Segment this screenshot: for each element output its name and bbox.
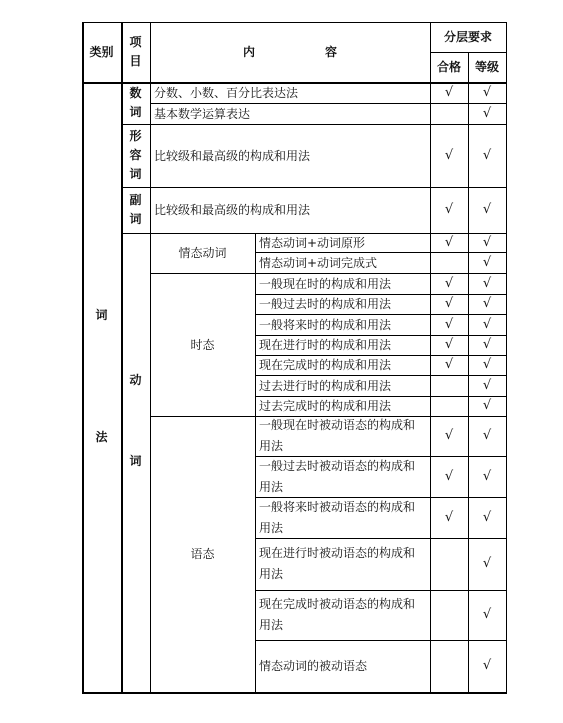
header-item-text: 项 <box>129 35 142 49</box>
content-cell-text: 一般将来时被动语态的构成和 <box>259 499 416 514</box>
grade-mark-text: √ <box>482 147 492 163</box>
grid-vline <box>468 52 469 693</box>
grade-mark <box>468 294 506 314</box>
item-label-text: 词 <box>129 167 142 181</box>
grade-mark <box>468 335 506 355</box>
grid-hline <box>150 273 507 274</box>
content-cell-text: 现在进行时的构成和用法 <box>259 338 392 352</box>
content-cell-text: 比较级和最高级的构成和用法 <box>154 203 311 217</box>
pass-mark-text: √ <box>444 84 454 100</box>
pass-mark-text: √ <box>444 337 454 352</box>
grade-mark <box>468 396 506 416</box>
grade-mark <box>468 103 506 124</box>
grid-hline <box>255 314 507 315</box>
content-cell <box>255 416 430 456</box>
header-content-text: 内 <box>242 45 255 59</box>
content-cell-text: 情态动词+动词原形 <box>259 235 366 250</box>
pass-mark-text: √ <box>444 234 454 250</box>
grade-mark <box>468 273 506 294</box>
grade-mark-text: √ <box>482 275 492 291</box>
header-content <box>150 22 430 82</box>
grid-vline <box>82 22 84 693</box>
pass-mark-text: √ <box>444 428 454 443</box>
pass-mark-text: √ <box>444 275 454 291</box>
content-cell-text: 过去进行时的构成和用法 <box>259 378 392 393</box>
grade-mark-text: √ <box>482 658 492 673</box>
grid-vline <box>430 22 431 693</box>
grade-mark <box>468 314 506 335</box>
category-char <box>82 300 121 330</box>
pass-mark-text: √ <box>444 357 454 372</box>
content-cell <box>255 233 430 252</box>
pass-mark-text: √ <box>444 468 454 484</box>
grid-hline <box>121 124 507 125</box>
content-cell <box>255 590 430 640</box>
content-cell-text: 现在进行时被动语态的构成和 <box>259 546 416 560</box>
header-grade <box>468 52 506 82</box>
content-cell-text: 基本数学运算表达 <box>154 106 251 121</box>
grade-mark-text: √ <box>482 377 492 393</box>
pass-mark <box>430 538 468 590</box>
grade-mark-text: √ <box>482 468 492 484</box>
pass-mark-text: √ <box>444 509 454 525</box>
group-label-text: 情态动词 <box>178 246 227 260</box>
grid-hline <box>255 294 507 295</box>
grid-hline <box>255 252 507 253</box>
grade-mark <box>468 375 506 396</box>
grade-mark <box>468 538 506 590</box>
item-label-text: 词 <box>129 454 142 468</box>
grade-mark <box>468 416 506 456</box>
item-label <box>121 446 150 476</box>
grade-mark-text: √ <box>482 337 492 352</box>
content-cell-text: 现在完成时被动语态的构成和 <box>259 597 416 611</box>
content-cell <box>255 314 430 335</box>
item-label-text: 副 <box>129 193 142 207</box>
grade-mark-text: √ <box>482 84 492 100</box>
grade-mark-text: √ <box>482 398 492 413</box>
header-item <box>121 22 150 82</box>
content-cell <box>255 273 430 294</box>
content-cell-text: 一般现在时被动语态的构成和 <box>259 418 416 432</box>
grid-hline <box>82 82 507 84</box>
grade-mark <box>468 640 506 692</box>
content-cell <box>150 124 430 187</box>
pass-mark <box>430 456 468 497</box>
item-label-text: 词 <box>129 105 142 119</box>
pass-mark <box>430 273 468 294</box>
content-cell <box>255 497 430 538</box>
grid-hline <box>255 456 507 457</box>
grid-hline <box>255 590 507 591</box>
grid-hline <box>121 233 507 234</box>
item-label-text: 动 <box>129 373 142 387</box>
content-cell <box>255 375 430 396</box>
pass-mark <box>430 124 468 187</box>
grid-vline <box>121 22 123 693</box>
grid-vline <box>150 22 151 693</box>
grade-mark <box>468 124 506 187</box>
grid-vline <box>506 22 507 693</box>
content-cell <box>255 335 430 355</box>
content-cell-text: 一般过去时的构成和用法 <box>259 297 392 311</box>
pass-mark <box>430 375 468 396</box>
item-label-text: 词 <box>129 212 142 226</box>
grid-hline <box>121 187 507 188</box>
content-cell-text: 用法 <box>259 479 284 494</box>
header-requirement-text: 分层要求 <box>443 30 492 44</box>
content-cell-text: 情态动词的被动语态 <box>259 659 368 673</box>
pass-mark <box>430 294 468 314</box>
pass-mark <box>430 640 468 692</box>
category-char-text: 法 <box>95 430 108 444</box>
content-cell <box>255 294 430 314</box>
content-cell <box>150 82 430 103</box>
content-cell-text: 用法 <box>259 439 284 453</box>
grid-hline <box>255 355 507 356</box>
item-label <box>121 82 150 124</box>
item-label <box>121 187 150 233</box>
grid-hline <box>255 538 507 539</box>
grid-hline <box>150 103 507 104</box>
category-char-text: 词 <box>95 308 108 322</box>
content-cell <box>150 187 430 233</box>
content-cell <box>255 252 430 273</box>
grade-mark <box>468 456 506 497</box>
item-label <box>121 124 150 187</box>
header-pass-text: 合格 <box>436 60 461 74</box>
grid-hline <box>255 375 507 376</box>
item-label-text: 数 <box>129 86 142 100</box>
content-cell <box>255 640 430 692</box>
pass-mark <box>430 590 468 640</box>
grade-mark-text: √ <box>482 607 492 622</box>
grid-hline <box>82 692 507 694</box>
pass-mark <box>430 252 468 273</box>
header-requirement <box>430 22 506 52</box>
grade-mark <box>468 497 506 538</box>
content-cell-text: 一般将来时的构成和用法 <box>259 317 392 332</box>
grade-mark-text: √ <box>482 509 492 525</box>
content-cell <box>255 355 430 375</box>
grid-hline <box>82 22 507 23</box>
grade-mark-text: √ <box>482 428 492 443</box>
group-label <box>150 416 255 692</box>
grade-mark-text: √ <box>482 202 492 217</box>
content-cell-text: 比较级和最高级的构成和用法 <box>154 148 311 163</box>
content-cell-text: 一般现在时的构成和用法 <box>259 276 392 291</box>
grade-mark-text: √ <box>482 556 492 571</box>
header-category <box>82 22 121 82</box>
grid-hline <box>255 497 507 498</box>
content-cell-text: 一般过去时被动语态的构成和 <box>259 458 416 473</box>
grade-mark-text: √ <box>482 316 492 332</box>
pass-mark <box>430 314 468 335</box>
pass-mark <box>430 82 468 103</box>
item-label-text: 形 <box>129 129 142 143</box>
group-label-text: 语态 <box>190 547 215 561</box>
content-cell-text: 情态动词+动词完成式 <box>259 255 378 270</box>
pass-mark-text: √ <box>444 147 454 163</box>
pass-mark <box>430 233 468 252</box>
pass-mark <box>430 416 468 456</box>
pass-mark <box>430 355 468 375</box>
pass-mark <box>430 335 468 355</box>
grid-vline <box>255 233 256 693</box>
grade-mark <box>468 252 506 273</box>
pass-mark <box>430 187 468 233</box>
content-cell <box>150 103 430 124</box>
content-cell-text: 现在完成时的构成和用法 <box>259 358 392 372</box>
content-cell-text: 过去完成时的构成和用法 <box>259 399 392 413</box>
header-category-text: 类别 <box>89 45 114 59</box>
group-label <box>150 273 255 416</box>
grade-mark <box>468 355 506 375</box>
content-cell-text: 用法 <box>259 567 284 581</box>
grade-mark <box>468 82 506 103</box>
pass-mark-text: √ <box>444 316 454 332</box>
grid-hline <box>150 416 507 417</box>
grade-mark <box>468 590 506 640</box>
pass-mark <box>430 396 468 416</box>
content-cell-text: 用法 <box>259 618 284 632</box>
group-label-text: 时态 <box>190 337 215 352</box>
item-label-text: 容 <box>129 148 142 162</box>
pass-mark-text: √ <box>444 202 454 217</box>
header-content-text: 容 <box>325 45 338 59</box>
grade-mark <box>468 187 506 233</box>
group-label <box>150 233 255 273</box>
content-cell <box>255 538 430 590</box>
grade-mark-text: √ <box>482 105 492 121</box>
pass-mark <box>430 497 468 538</box>
grade-mark-text: √ <box>482 296 492 311</box>
content-cell <box>255 396 430 416</box>
pass-mark-text: √ <box>444 296 454 311</box>
content-cell <box>255 456 430 497</box>
category-char <box>82 422 121 452</box>
grid-hline <box>255 640 507 641</box>
content-cell-text: 用法 <box>259 520 284 535</box>
grade-mark <box>468 233 506 252</box>
grid-hline <box>255 335 507 336</box>
header-pass <box>430 52 468 82</box>
header-item-text: 目 <box>129 54 142 68</box>
header-grade-text: 等级 <box>474 60 499 74</box>
pass-mark <box>430 103 468 124</box>
content-cell-text: 分数、小数、百分比表达法 <box>154 85 299 100</box>
grade-mark-text: √ <box>482 254 492 270</box>
item-label <box>121 365 150 395</box>
grid-hline <box>255 396 507 397</box>
grade-mark-text: √ <box>482 234 492 250</box>
grade-mark-text: √ <box>482 357 492 372</box>
